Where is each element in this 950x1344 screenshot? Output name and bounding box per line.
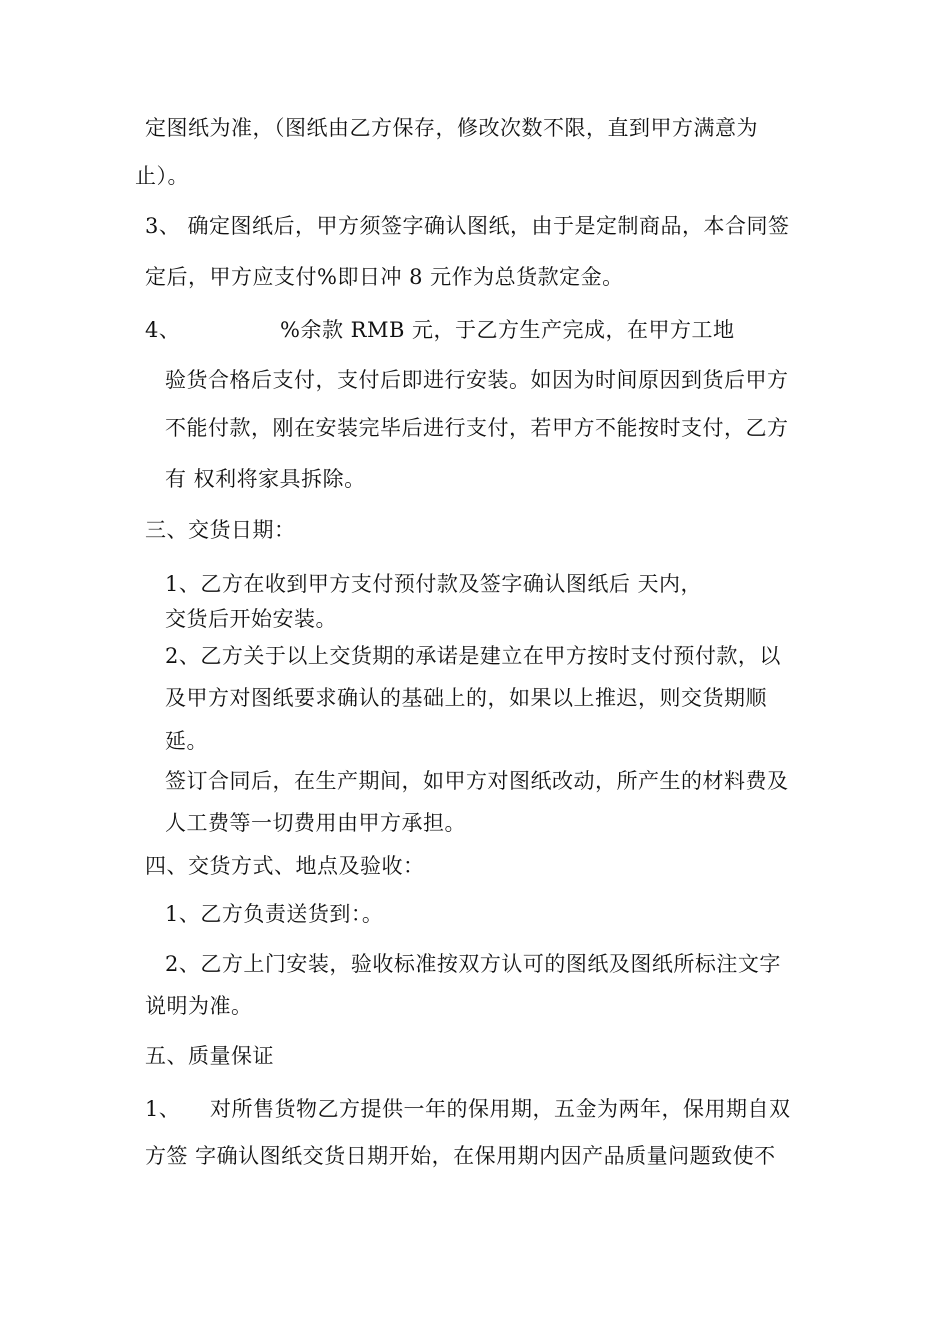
text-line-1: 定图纸为准，（图纸由乙方保存，修改次数不限，直到甲方满意为 [145,116,758,140]
text-line-17: 人工费等一切费用由甲方承担。 [165,811,466,835]
text-line-12: 交货后开始安装。 [165,607,337,631]
text-line-6: %余款 RMB 元，于乙方生产完成，在甲方工地 [280,318,735,342]
text-line-25: 方签 字确认图纸交货日期开始，在保用期内因产品质量问题致使不 [145,1144,776,1168]
text-line-8: 不能付款，刚在安装完毕后进行支付，若甲方不能按时支付，乙方 [165,416,789,440]
text-line-16: 签订合同后，在生产期间，如甲方对图纸改动，所产生的材料费及 [165,769,789,793]
text-line-3: 3、 确定图纸后，甲方须签字确认图纸，由于是定制商品，本合同签 [145,214,790,238]
section-heading-delivery-date: 三、交货日期： [145,518,296,542]
text-line-4: 定后，甲方应支付%即日冲 8 元作为总货款定金。 [145,265,624,289]
text-line-7: 验货合格后支付，支付后即进行安装。如因为时间原因到货后甲方 [165,368,789,392]
text-line-23: 1、 [145,1097,181,1121]
text-line-21: 说明为准。 [145,994,253,1018]
text-line-24: 对所售货物乙方提供一年的保用期，五金为两年，保用期自双 [210,1097,791,1121]
text-line-14: 及甲方对图纸要求确认的基础上的，如果以上推迟，则交货期顺 [165,686,767,710]
section-heading-delivery-method: 四、交货方式、地点及验收： [145,854,425,878]
text-line-11: 1、乙方在收到甲方支付预付款及签字确认图纸后 天内， [165,572,703,596]
text-line-2: 止）。 [135,164,189,188]
text-line-20: 2、乙方上门安装，验收标准按双方认可的图纸及图纸所标注文字 [165,952,781,976]
section-heading-quality-guarantee: 五、质量保证 [145,1044,274,1068]
text-line-9: 有 权利将家具拆除。 [165,467,366,491]
text-line-5: 4、 [145,318,181,342]
text-line-19: 1、乙方负责送货到：。 [165,902,384,926]
text-line-15: 延。 [165,729,208,753]
text-line-13: 2、乙方关于以上交货期的承诺是建立在甲方按时支付预付款，以 [165,644,781,668]
